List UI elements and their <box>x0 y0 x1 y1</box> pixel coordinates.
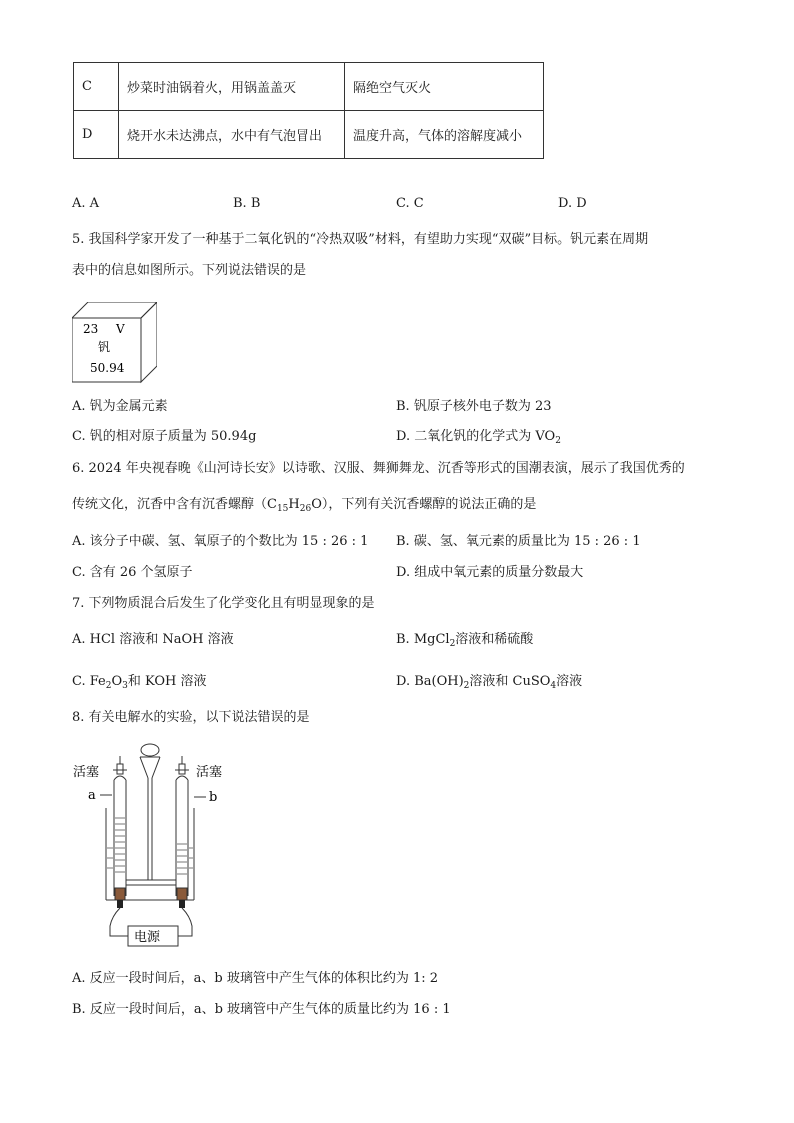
atomic-mass: 50.94 <box>90 361 125 375</box>
q6-option-d: D. 组成中氧元素的质量分数最大 <box>396 565 584 580</box>
element-symbol: V <box>116 322 125 336</box>
q7-stem: 7. 下列物质混合后发生了化学变化且有明显现象的是 <box>72 596 375 611</box>
q6-option-b: B. 碳、氢、氧元素的质量比为 15 : 26 : 1 <box>396 534 641 549</box>
q6-option-c: C. 含有 26 个氢原子 <box>72 565 193 580</box>
tube-a-label: a <box>88 788 96 803</box>
q7-option-a: A. HCl 溶液和 NaOH 溶液 <box>72 632 234 647</box>
q8-stem: 8. 有关电解水的实验，以下说法错误的是 <box>72 710 310 725</box>
q5-stem-line2: 表中的信息如图所示。下列说法错误的是 <box>72 263 307 278</box>
row-label: D <box>74 111 119 159</box>
valve-label-left: 活塞 <box>73 765 100 780</box>
electrode-left <box>115 888 125 900</box>
tube-b-label: b <box>209 790 218 805</box>
q6-stem-line1: 6. 2024 年央视春晚《山河诗长安》以诗歌、汉服、舞狮舞龙、沉香等形式的国潮表演，展示了我国优秀的 <box>72 461 685 476</box>
q4-option-d: D. D <box>558 196 587 211</box>
q4-option-c: C. C <box>396 196 424 211</box>
row-fact: 炒菜时油锅着火，用锅盖盖灭 <box>119 63 345 111</box>
options-table <box>73 62 544 159</box>
table-row <box>74 63 544 111</box>
tube-a <box>113 756 127 896</box>
q7-option-c: C. $Fe_2O_3$和 KOH 溶液 <box>72 674 207 691</box>
electrolysis-apparatus <box>70 738 240 950</box>
row-explanation: 隔绝空气灭火 <box>345 63 544 111</box>
q4-option-a: A. A <box>72 196 100 211</box>
power-supply-label: 电源 <box>134 930 161 945</box>
q5-stem-line1: 5. 我国科学家开发了一种基于二氧化钒的“冷热双吸”材料，有望助力实现“双碳”目标。钒元素在周期 <box>72 232 649 247</box>
row-label: C <box>74 63 119 111</box>
atomic-number: 23 <box>83 322 99 336</box>
q7-option-d: D. $Ba(OH)_2$溶液和 CuSO$_4$溶液 <box>396 674 583 691</box>
q5-option-a: A. 钒为金属元素 <box>72 399 168 414</box>
electrode-right <box>177 888 187 900</box>
q5-option-c: C. 钒的相对原子质量为 50.94g <box>72 429 257 444</box>
element-card <box>72 302 157 384</box>
row-fact: 烧开水未达沸点，水中有气泡冒出 <box>119 111 345 159</box>
q8-option-b: B. 反应一段时间后，a、b 玻璃管中产生气体的质量比约为 16 : 1 <box>72 1002 451 1017</box>
valve-label-right: 活塞 <box>196 765 223 780</box>
q5-option-d: D. 二氧化钒的化学式为 $VO_2$ <box>396 429 561 446</box>
element-name: 钒 <box>98 340 111 354</box>
tube-b <box>175 756 189 896</box>
q7-option-b: B. MgCl$_2$溶液和稀硫酸 <box>396 632 534 649</box>
q6-stem-line2: 传统文化，沉香中含有沉香螺醇$(C_{15}H_{26}O)$，下列有关沉香螺醇的说法正确的是 <box>72 497 537 514</box>
table-row <box>74 111 544 159</box>
q8-option-a: A. 反应一段时间后，a、b 玻璃管中产生气体的体积比约为 1: 2 <box>72 971 439 986</box>
q5-option-b: B. 钒原子核外电子数为 23 <box>396 399 552 414</box>
row-explanation: 温度升高，气体的溶解度减小 <box>345 111 544 159</box>
q4-option-b: B. B <box>233 196 261 211</box>
q6-option-a: A. 该分子中碳、氢、氧原子的个数比为 15 : 26 : 1 <box>72 534 369 549</box>
